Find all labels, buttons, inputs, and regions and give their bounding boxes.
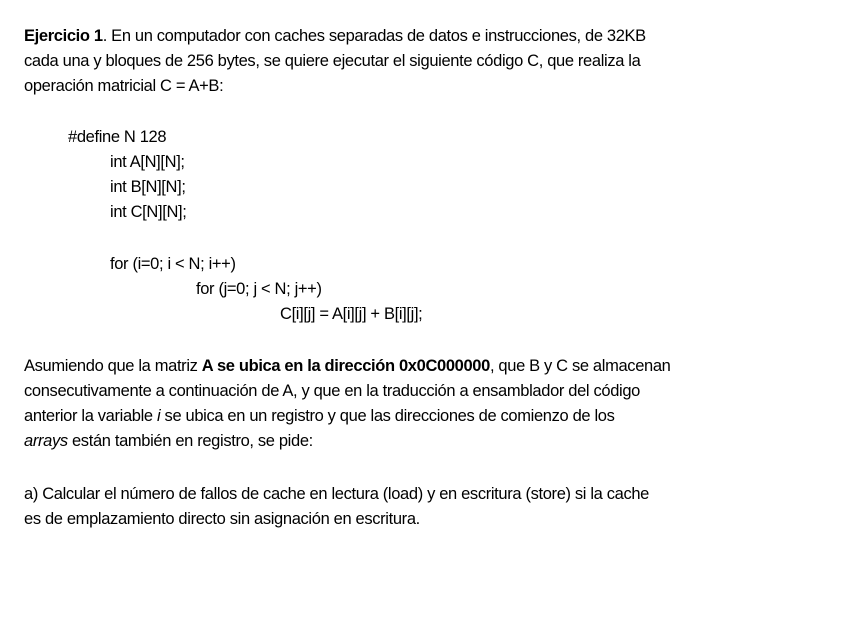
italic-text: arrays <box>24 432 68 450</box>
code-line-inner-for: for (j=0; j < N; j++) <box>196 280 322 298</box>
assumption-line-1 <box>24 356 671 376</box>
code-line-decl-a: int A[N][N]; <box>110 153 185 171</box>
question-a-line-1: a) Calcular el número de fallos de cache en lectura (load) y en escritura (store) si la cache <box>24 485 650 503</box>
code-line-decl-c: int C[N][N]; <box>110 203 187 221</box>
assumption-line-2: consecutivamente a continuación de A, y que en la traducción a ensamblador del código <box>24 382 641 400</box>
intro-line-1 <box>24 26 646 46</box>
intro-line-3: operación matricial C = A+B: <box>24 77 224 95</box>
intro-line-2: cada una y bloques de 256 bytes, se quiere ejecutar el siguiente código C, que realiza la <box>24 52 641 70</box>
question-a-line-2: es de emplazamiento directo sin asignación en escritura. <box>24 510 420 528</box>
code-line-body: C[i][j] = A[i][j] + B[i][j]; <box>280 305 423 323</box>
italic-text: i <box>156 407 161 425</box>
bold-text: A se ubica en la dirección 0x0C000000 <box>201 357 490 375</box>
text: , que B y C se almacenan <box>489 357 671 375</box>
assumption-line-3 <box>24 406 615 426</box>
code-line-outer-for: for (i=0; i < N; i++) <box>110 255 236 273</box>
text: están también en registro, se pide: <box>67 432 313 450</box>
text: anterior la variable <box>24 407 157 425</box>
exercise-title: Ejercicio 1 <box>24 27 103 45</box>
text: se ubica en un registro y que las direcciones de comienzo de los <box>160 407 615 425</box>
code-line-decl-b: int B[N][N]; <box>110 178 186 196</box>
text: Asumiendo que la matriz <box>24 357 202 375</box>
intro-text: . En un computador con caches separadas de datos e instrucciones, de 32KB <box>102 27 646 45</box>
assumption-line-4 <box>24 431 313 451</box>
code-line-define: #define N 128 <box>68 128 167 146</box>
